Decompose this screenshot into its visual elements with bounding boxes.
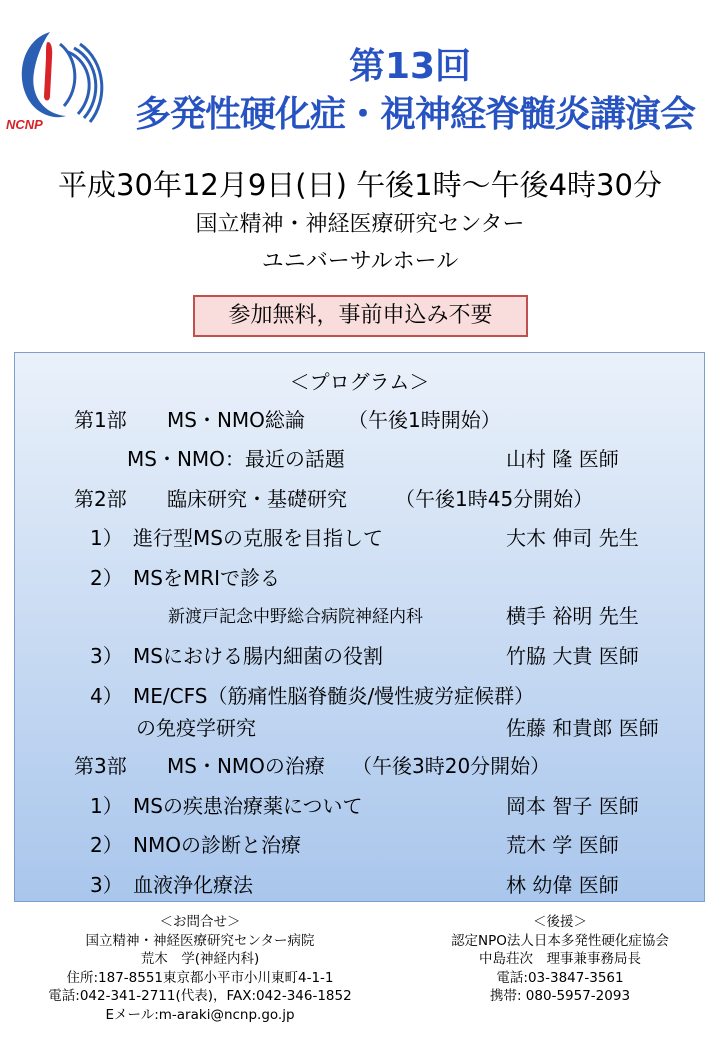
venue-name: 国立精神・神経医療研究センター bbox=[195, 212, 525, 237]
talk-title-continued: の免疫学研究 bbox=[136, 716, 256, 740]
part1-time: （午後1時開始） bbox=[348, 408, 501, 432]
talk-speaker: 大木 伸司 先生 bbox=[506, 526, 639, 550]
talk-title: 進行型MSの克服を目指して bbox=[133, 526, 383, 550]
talk-title: ME/CFS（筋痛性脳脊髄炎/慢性疲労症候群） bbox=[133, 684, 535, 708]
sponsor-person: 中島荘次 理事兼事務局長 bbox=[479, 951, 641, 968]
sponsor-info bbox=[410, 913, 710, 1006]
venue-hall: ユニバーサルホール bbox=[261, 249, 459, 274]
talk-title: NMOの診断と治療 bbox=[133, 833, 301, 857]
talk-speaker: 林 幼偉 医師 bbox=[506, 873, 619, 897]
contact-info bbox=[40, 913, 360, 1025]
contact-email: Eメール:m-araki@ncnp.go.jp bbox=[105, 1006, 295, 1023]
talk-number: 1） bbox=[90, 526, 123, 550]
talk-number: 3） bbox=[90, 873, 123, 897]
event-title-edition: 第13回 bbox=[348, 46, 472, 87]
talk-number: 2） bbox=[90, 833, 123, 857]
contact-heading: ＜お問合せ＞ bbox=[159, 914, 241, 930]
part2-label: 第2部 bbox=[74, 487, 127, 511]
contact-person: 荒木 学(神経内科) bbox=[140, 951, 260, 968]
part3-time: （午後3時20分開始） bbox=[352, 754, 551, 778]
talk-title: 血液浄化療法 bbox=[133, 873, 253, 897]
speaker-affiliation: 新渡戸記念中野総合病院神経内科 bbox=[168, 607, 423, 627]
part1-topic: MS・NMO総論 bbox=[167, 408, 305, 432]
contact-address: 住所:187-8551東京都小平市小川東町4-1-1 bbox=[66, 969, 334, 986]
part2-time: （午後1時45分開始） bbox=[395, 487, 594, 511]
talk-speaker: 荒木 学 医師 bbox=[506, 833, 619, 857]
logo-text: NCNP bbox=[6, 117, 43, 132]
talk-title: MS・NMO：最近の話題 bbox=[127, 447, 345, 471]
sponsor-heading: ＜後援＞ bbox=[533, 914, 587, 930]
event-datetime: 平成30年12月9日(日) 午後1時～午後4時30分 bbox=[58, 168, 662, 202]
admission-badge: 参加無料，事前申込み不要 bbox=[193, 295, 528, 337]
ncnp-logo bbox=[4, 18, 104, 136]
talk-title: MSの疾患治療薬について bbox=[133, 794, 363, 818]
talk-speaker: 岡本 智子 医師 bbox=[506, 794, 639, 818]
talk-number: 1） bbox=[90, 794, 123, 818]
talk-title: MSにおける腸内細菌の役割 bbox=[133, 644, 383, 668]
talk-number: 3） bbox=[90, 644, 123, 668]
talk-speaker: 佐藤 和貴郎 医師 bbox=[506, 716, 659, 740]
contact-organization: 国立精神・神経医療研究センター病院 bbox=[85, 932, 315, 949]
talk-speaker: 横手 裕明 先生 bbox=[506, 604, 639, 628]
part1-label: 第1部 bbox=[74, 408, 127, 432]
talk-title: MSをMRIで診る bbox=[133, 566, 281, 590]
sponsor-mobile: 携帯: 080-5957-2093 bbox=[489, 988, 631, 1005]
talk-number: 2） bbox=[90, 566, 123, 590]
talk-speaker: 山村 隆 医師 bbox=[506, 447, 619, 471]
sponsor-organization: 認定NPO法人日本多発性硬化症協会 bbox=[451, 932, 669, 949]
contact-phone-fax: 電話:042-341-2711(代表)，FAX:042-346-1852 bbox=[48, 988, 352, 1005]
event-title: 多発性硬化症・視神経脊髄炎講演会 bbox=[134, 94, 695, 135]
talk-speaker: 竹脇 大貴 医師 bbox=[506, 644, 639, 668]
program-heading: ＜プログラム＞ bbox=[289, 370, 430, 394]
part3-topic: MS・NMOの治療 bbox=[167, 754, 325, 778]
part3-label: 第3部 bbox=[74, 754, 127, 778]
part2-topic: 臨床研究・基礎研究 bbox=[167, 487, 347, 511]
sponsor-phone: 電話:03-3847-3561 bbox=[496, 969, 624, 986]
logo-mark-icon bbox=[22, 32, 102, 122]
talk-number: 4） bbox=[90, 684, 123, 708]
